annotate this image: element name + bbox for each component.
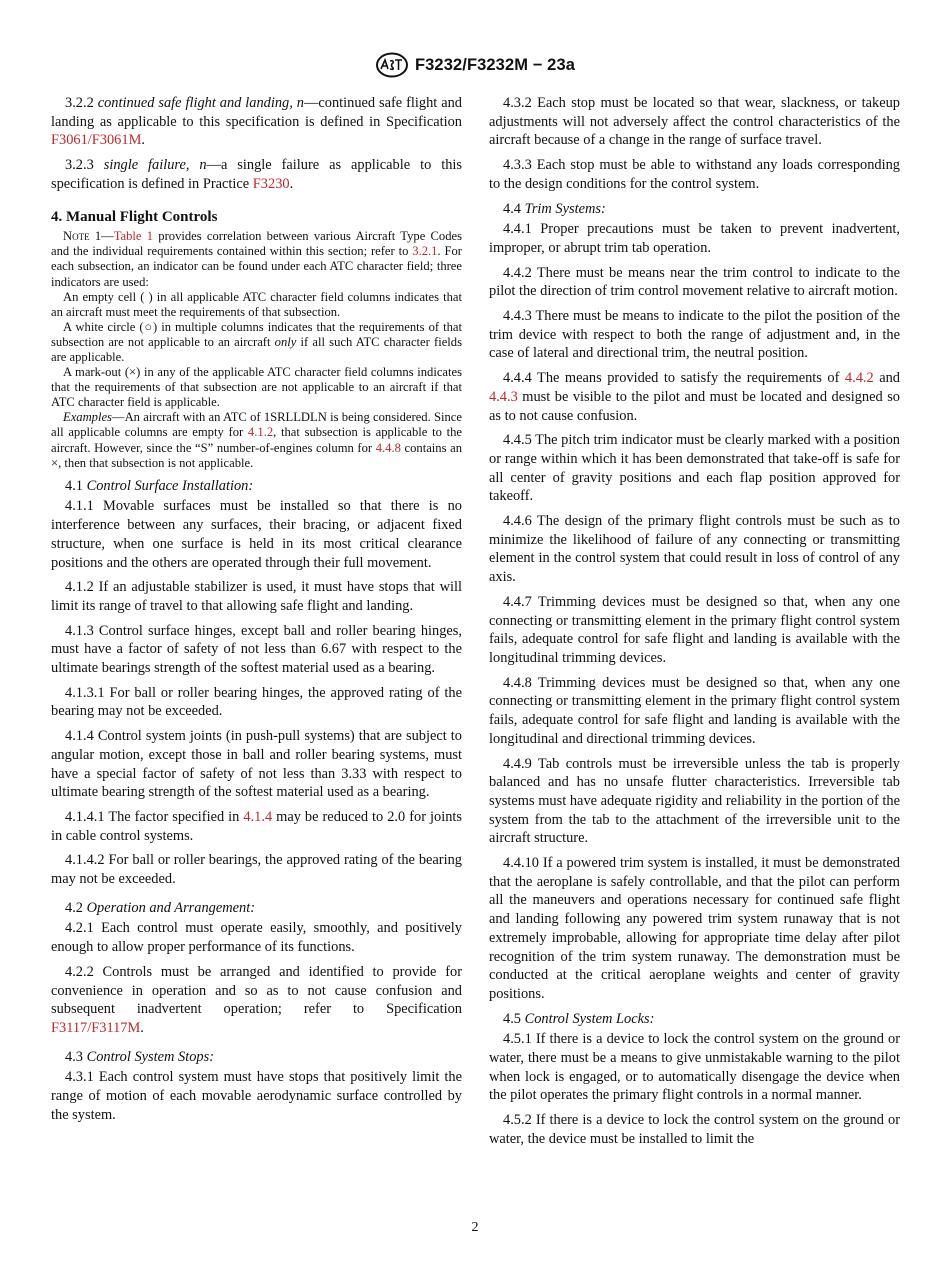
ref-link[interactable]: 4.1.2 [247,425,274,440]
note-white-circle: A white circle (○) in multiple columns indicates that the requirements of that subsection are not applicable to an aircraft only if all such ATC character fields are applicable. [51,319,463,364]
note-examples: Examples—An aircraft with an ATC of 1SRLLDLN is being considered. Since all applicable columns are empty for 4.1.2, that subsection is applicable to the aircraft. However, since the “S” number-of-engines column for 4.4.8 contains an ×, then that subsection is not applicable. [51,410,463,470]
paragraph-4-4-9: 4.4.9 Tab controls must be irreversible unless the tab is properly balanced and has no unsafe flutter characteristics. Irreversible tab systems must have adequate rigidity and reliability in the portion of the system from the tab to the attachment of the irreversible unit to the aircraft structure. [489,755,900,847]
paragraph-4-2-2: 4.2.2 Controls must be arranged and identified to provide for convenience in operation and so as to not cause confusion and subsequent inadvertent operation; refer to Specification F3117/F3117M. [51,963,462,1036]
paragraph-4-4-4: 4.4.4 The means provided to satisfy the requirements of 4.4.2 and 4.4.3 must be visible to the pilot and must be located and designed so as to not cause confusion. [489,370,900,424]
ref-link[interactable]: Table 1 [113,229,154,244]
note-mark-out: A mark-out (×) in any of the applicable ATC character field columns indicates that the requirements of that subsection are not applicable to an aircraft if that ATC character field is applicable. [51,365,462,410]
paragraph-4-1-3-1: 4.1.3.1 For ball or roller bearing hinges, the approved rating of the bearing may not be exceeded. [51,684,462,720]
ref-link[interactable]: 3.2.1 [412,244,438,259]
paragraph-4-5-2: 4.5.2 If there is a device to lock the control system on the ground or water, the device must be installed to limit the [489,1112,900,1147]
paragraph-4-1-4-1: 4.1.4.1 The factor specified in 4.1.4 may be reduced to 2.0 for joints in cable control systems. [51,808,462,844]
left-column [51,94,462,1131]
ref-link[interactable]: F3117/F3117M [51,1020,141,1036]
page-header [0,52,950,78]
astm-logo-icon [375,52,409,78]
paragraph-4-2-1: 4.2.1 Each control must operate easily, smoothly, and positively enough to allow proper performance of its functions. [51,920,462,956]
paragraph-4-4-7: 4.4.7 Trimming devices must be designed so that, when any one connecting or transmitting element in the primary flight control system fails, adequate control for safe flight and landing is available with the longitudinal trimming devices. [489,593,900,666]
ref-link[interactable]: 4.4.3 [489,388,518,405]
subsection-4-1: 4.1 Control Surface Installation: [65,477,254,494]
subsection-4-3: 4.3 Control System Stops: [65,1048,214,1065]
paragraph-4-4-10: 4.4.10 If a powered trim system is installed, it must be demonstrated that the aeroplane is safely controllable, and that the pilot can perform all the maneuvers and operations necessary for continued safe flight and landing following any powered trim system runaway that is not extremely improbable, allowing for appropriate time delay after pilot recognition of the trim system runaway. The demonstration must be conducted at the critical aeroplane weights and center of gravity positions. [489,855,900,1002]
paragraph-3-2-2: 3.2.2 continued safe flight and landing, n—continued safe flight and landing as applicable to this specification is defined in Specification F3061/F3061M. [51,95,462,149]
paragraph-4-4-6: 4.4.6 The design of the primary flight controls must be such as to minimize the likelihood of failure of any connecting or transmitting element in the control system that could result in loss of control of any axis. [489,513,900,586]
paragraph-4-4-8: 4.4.8 Trimming devices must be designed so that, when any one connecting or transmitting element in the primary flight control system fails, adequate control for safe flight and landing is available with the longitudinal and directional trimming devices. [489,674,900,747]
paragraph-4-3-1: 4.3.1 Each control system must have stops that positively limit the range of motion of each movable aerodynamic surface controlled by the system. [51,1069,462,1123]
paragraph-3-2-3: 3.2.3 single failure, n—a single failure as applicable to this specification is defined in Practice F3230. [51,157,462,192]
right-column [489,94,900,1155]
paragraph-4-1-3: 4.1.3 Control surface hinges, except ball and roller bearing hinges, must have a factor of safety of not less than 6.67 with respect to the ultimate bearings strength of the softest material used as a bearing. [51,622,462,677]
page-number: 2 [471,1220,479,1235]
subsection-4-2: 4.2 Operation and Arrangement: [65,899,256,916]
section-heading: 4. Manual Flight Controls [51,208,218,225]
paragraph-4-1-1: 4.1.1 Movable surfaces must be installed so that there is no interference between any surfaces, their bracing, or adjacent fixed structure, when one surface is held in its most critical clearance positions and the others are operated through their full movement. [51,498,462,571]
subsection-4-4: 4.4 Trim Systems: [503,200,606,217]
ref-link[interactable]: 4.1.4 [243,808,273,825]
paragraph-4-4-3: 4.4.3 There must be means to indicate to the pilot the position of the trim device with respect to both the range of adjustment and, in the case of lateral and directional trim, the neutral position. [489,308,900,362]
paragraph-4-5-1: 4.5.1 If there is a device to lock the control system on the ground or water, there must be a means to give unmistakable warning to the pilot when lock is engaged, or to automatically disengage the device when the pilot operates the primary flight controls in a normal manner. [489,1031,900,1104]
ref-link[interactable]: F3230 [252,175,290,192]
note-1: Note 1—Table 1 provides correlation between various Aircraft Type Codes and the individual requirements contained within this section; refer to 3.2.1. For each subsection, an indicator can be found under each ATC character field; three indicators are used: [51,229,463,289]
subsection-4-5: 4.5 Control System Locks: [503,1010,655,1027]
paragraph-4-3-2: 4.3.2 Each stop must be located so that wear, slackness, or takeup adjustments will not adversely affect the control characteristics of the aircraft because of a change in the range of surface travel. [489,95,900,149]
ref-link[interactable]: 4.4.8 [375,440,401,455]
ref-link[interactable]: 4.4.2 [844,370,874,387]
paragraph-4-1-4: 4.1.4 Control system joints (in push-pull systems) that are subject to angular motion, except those in ball and roller bearing systems, must have a special factor of safety of not less than 3.33 with respect to ultimate bearing strength of the softest material used as a bearing. [51,728,462,801]
paragraph-4-4-1: 4.4.1 Proper precautions must be taken to prevent inadvertent, improper, or abrupt trim tab operation. [489,221,900,256]
paragraph-4-4-2: 4.4.2 There must be means near the trim control to indicate to the pilot the direction of trim control movement relative to aircraft motion. [489,264,900,300]
document-designation: F3232/F3232M − 23a [414,55,576,74]
ref-link[interactable]: F3061/F3061M [51,132,142,149]
paragraph-4-4-5: 4.4.5 The pitch trim indicator must be clearly marked with a position or range within which it has been demonstrated that take-off is safe for all center of gravity positions and each flap position approved for takeoff. [489,432,900,505]
note-empty-cell: An empty cell ( ) in all applicable ATC character field columns indicates that an aircraft must meet the requirements of that subsection. [51,289,462,319]
paragraph-4-1-4-2: 4.1.4.2 For ball or roller bearings, the approved rating of the bearing may not be exceeded. [51,852,462,888]
paragraph-4-3-3: 4.3.3 Each stop must be able to withstand any loads corresponding to the design conditions for the control system. [489,157,900,192]
paragraph-4-1-2: 4.1.2 If an adjustable stabilizer is used, it must have stops that will limit its range of travel to that allowing safe flight and landing. [51,579,462,614]
